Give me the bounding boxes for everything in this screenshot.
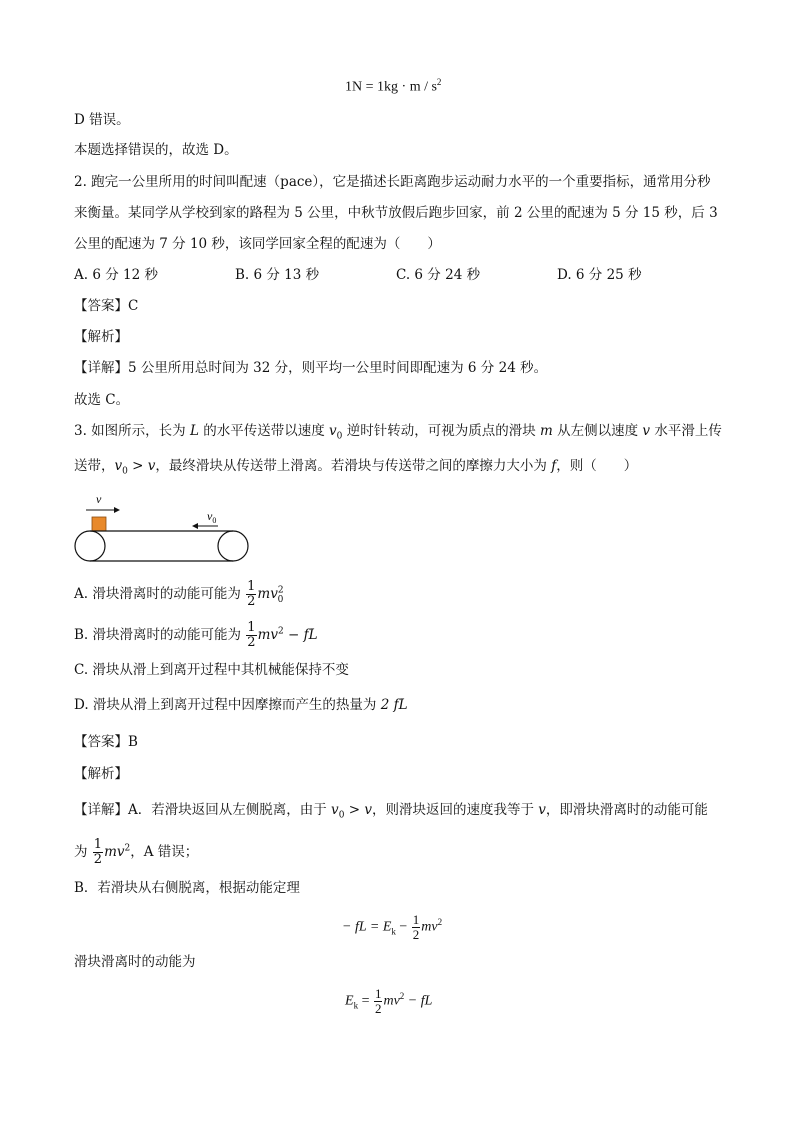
q3-option-b: B. 滑块滑离时的动能可能为 $\frac{1}{2}$ $mv^2$ − fL: [74, 620, 318, 650]
label-v: v: [96, 492, 102, 506]
belt-velocity-arrowhead: [192, 523, 198, 529]
q2-conclusion: 故选 C。: [74, 392, 130, 408]
equation-kinetic-energy: $E_k$ = $\frac{1}{2}$ $mv^2$ − fL: [345, 985, 433, 1016]
q2-option-a: A. 6 分 12 秒: [74, 267, 158, 283]
q3-detail-line1: 【详解】A．若滑块返回从左侧脱离，由于 $v_0 > v$，则滑块返回的速度我等于 v，即滑块滑离时的动能可能: [74, 802, 708, 821]
q3-option-c: C. 滑块从滑上到离开过程中其机械能保持不变: [74, 662, 349, 678]
q2-detail: 【详解】5 公里所用总时间为 32 分，则平均一公里时间即配速为 6 分 24 秒。: [74, 360, 548, 376]
q2-analysis: 【解析】: [74, 329, 128, 345]
q2-stem-line1: 2. 跑完一公里所用的时间叫配速（pace），它是描述长距离跑步运动耐力水平的一个重要指标，通常用分秒: [74, 174, 711, 190]
conveyor-belt-diagram: [70, 490, 260, 570]
q3-text-kinetic-energy: 滑块滑离时的动能为: [74, 954, 196, 970]
text-d-wrong: D 错误。: [74, 112, 130, 128]
q3-answer: 【答案】B: [74, 734, 138, 750]
q2-option-c: C. 6 分 24 秒: [396, 267, 481, 283]
q3-detail-b: B．若滑块从右侧脱离，根据动能定理: [74, 880, 300, 896]
q3-option-d: D. 滑块从滑上到离开过程中因摩擦而产生的热量为 2 fL: [74, 697, 408, 713]
equation-newton: $1N = 1kg \cdot m / s^2$: [345, 77, 442, 95]
q3-stem-line2: 送带，$v_0 > v$，最终滑块从传送带上滑离。若滑块与传送带之间的摩擦力大小为 f，则（ ）: [74, 458, 638, 477]
q2-answer: 【答案】C: [74, 298, 139, 314]
q3-detail-line2: 为 $\frac{1}{2}$ $mv^2$，A 错误；: [74, 837, 199, 867]
q2-stem-line2: 来衡量。某同学从学校到家的路程为 5 公里，中秋节放假后跑步回家，前 2 公里的配速为 5 分 15 秒，后 3: [74, 205, 718, 221]
right-roller: [218, 531, 248, 561]
label-v0: $v_0$: [207, 509, 217, 525]
block-velocity-arrowhead: [114, 507, 120, 513]
q2-stem-line3: 公里的配速为 7 分 10 秒，该同学回家全程的配速为（ ）: [74, 236, 441, 252]
left-roller: [75, 531, 105, 561]
q3-stem-line1: 3. 如图所示，长为 L 的水平传送带以速度 $v_0$ 逆时针转动，可视为质点的滑块 m 从左侧以速度 v 水平滑上传: [74, 423, 722, 442]
text-choose-d: 本题选择错误的，故选 D。: [74, 142, 238, 158]
q2-option-d: D. 6 分 25 秒: [557, 267, 642, 283]
slider-block: [92, 517, 106, 531]
q3-option-a: A. 滑块滑离时的动能可能为 $\frac{1}{2}$ $mv^2_0$: [74, 579, 284, 609]
q3-analysis: 【解析】: [74, 766, 128, 782]
equation-work-energy: − fL = $E_k$ − $\frac{1}{2}$ $mv^2$: [342, 911, 443, 942]
q2-option-b: B. 6 分 13 秒: [235, 267, 320, 283]
